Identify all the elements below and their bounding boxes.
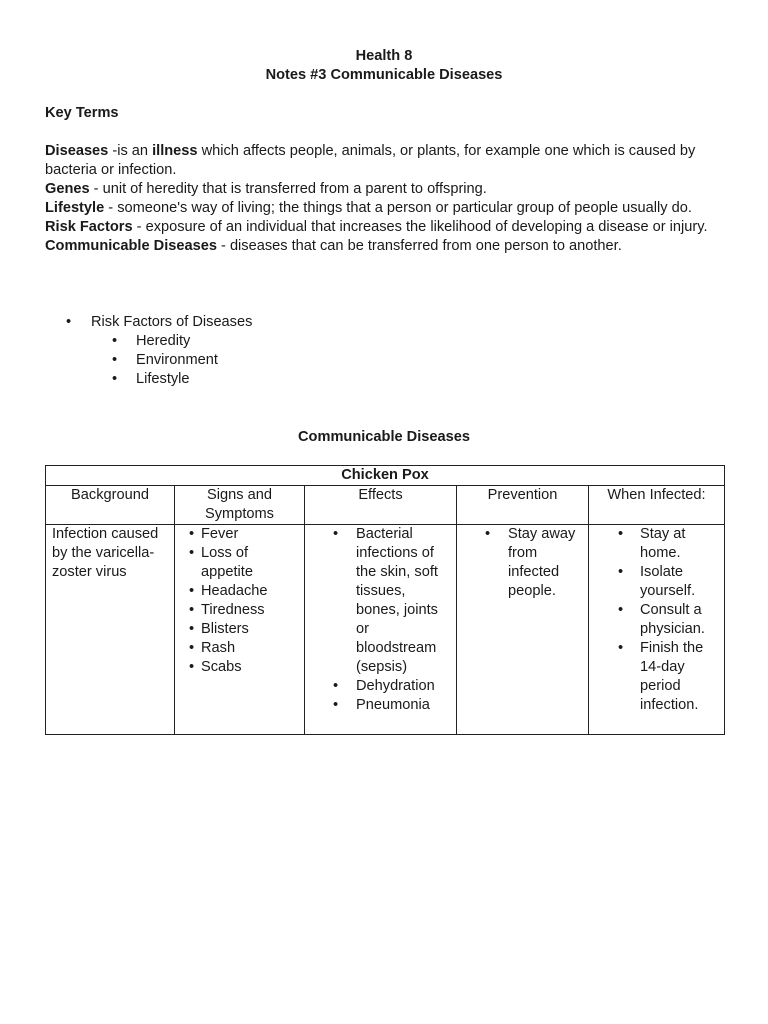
list-item: • Pneumonia <box>333 697 430 713</box>
notes-title: Notes #3 Communicable Diseases <box>265 67 503 83</box>
column-header: Background <box>46 486 175 525</box>
bullet-icon: • <box>189 621 195 637</box>
list-item: • Headache <box>189 583 268 599</box>
bullet-icon: • <box>485 526 491 542</box>
list-item: • Stay away from infected people. <box>485 526 576 599</box>
bullet-icon: • <box>333 526 339 542</box>
risk-factor-item: Lifestyle <box>136 371 190 387</box>
bullet-icon: • <box>189 545 195 561</box>
bullet-icon: • <box>189 526 195 542</box>
list-item: • Finish the 14-day period infection. <box>618 640 704 713</box>
bullet-icon: • <box>618 564 624 580</box>
bullet-icon: • <box>112 333 118 349</box>
definition-genes <box>45 180 725 199</box>
list-item: • Dehydration <box>333 678 435 694</box>
definition-communicable-diseases <box>45 237 725 256</box>
bullet-icon: • <box>112 371 118 387</box>
bullet-icon: • <box>333 678 339 694</box>
bullet-icon: • <box>618 526 624 542</box>
definitions-list <box>45 142 725 256</box>
bullet-icon: • <box>66 314 72 330</box>
definition-diseases <box>45 142 725 180</box>
bullet-icon: • <box>189 640 195 656</box>
list-item: • Consult a physician. <box>618 602 705 637</box>
column-header: Prevention <box>457 486 589 525</box>
background-text: Infection caused by the varicella-zoster virus <box>52 526 159 580</box>
column-header: Effects <box>305 486 457 525</box>
symptoms-list <box>175 525 304 677</box>
key-terms-heading: Key Terms <box>45 105 119 121</box>
effects-list <box>305 525 456 715</box>
bullet-icon: • <box>112 352 118 368</box>
effects-cell <box>305 525 457 735</box>
list-item: • Stay at home. <box>618 526 686 561</box>
bullet-icon: • <box>618 602 624 618</box>
term-risk-factors: Risk Factors <box>45 219 133 235</box>
term-communicable-diseases: Communicable Diseases <box>45 238 217 254</box>
communicable-diseases-table <box>45 465 725 735</box>
term-emphasis: illness <box>152 143 198 159</box>
table-caption: Chicken Pox <box>46 466 725 486</box>
when-infected-list <box>589 525 724 715</box>
risk-factors-heading: Risk Factors of Diseases <box>91 314 253 330</box>
definition-text: which affects people, animals, or plants, for example one which is caused by bacteria or infection. <box>45 143 696 178</box>
definition-text: - someone's way of living; the things that a person or particular group of people usually do. <box>104 200 692 216</box>
column-header: When Infected: <box>589 486 725 525</box>
bullet-icon: • <box>189 602 195 618</box>
symptoms-cell <box>175 525 305 735</box>
list-item: • Scabs <box>189 659 242 675</box>
bullet-icon: • <box>618 640 624 656</box>
table-row <box>46 525 725 735</box>
term-genes: Genes <box>45 181 90 197</box>
course-title: Health 8 <box>355 48 413 64</box>
term-diseases: Diseases <box>45 143 109 159</box>
list-item: • Rash <box>189 640 236 656</box>
term-lifestyle: Lifestyle <box>45 200 105 216</box>
definition-text: - diseases that can be transferred from one person to another. <box>216 238 622 254</box>
risk-factor-item: Environment <box>136 352 218 368</box>
risk-factor-item: Heredity <box>136 333 191 349</box>
definition-text: - unit of heredity that is transferred from a parent to offspring. <box>89 181 487 197</box>
column-header: Signs and Symptoms <box>175 486 305 525</box>
list-item: • Fever <box>189 526 239 542</box>
definition-text: - exposure of an individual that increases the likelihood of developing a disease or injury. <box>132 219 708 235</box>
bullet-icon: • <box>333 697 339 713</box>
list-item: • Loss of appetite <box>189 545 253 580</box>
definition-risk-factors <box>45 218 725 237</box>
bullet-icon: • <box>189 583 195 599</box>
definition-lifestyle <box>45 199 725 218</box>
list-item: • Isolate yourself. <box>618 564 696 599</box>
background-cell <box>46 525 175 735</box>
definition-text: -is an <box>108 143 153 159</box>
prevention-list <box>457 525 588 601</box>
section-title: Communicable Diseases <box>298 429 470 445</box>
list-item: • Blisters <box>189 621 249 637</box>
list-item: • Tiredness <box>189 602 265 618</box>
prevention-cell <box>457 525 589 735</box>
list-item: • Bacterial infections of the skin, soft tissues, bones, joints or bloodstream (sepsis) <box>333 526 438 675</box>
bullet-icon: • <box>189 659 195 675</box>
when-infected-cell <box>589 525 725 735</box>
